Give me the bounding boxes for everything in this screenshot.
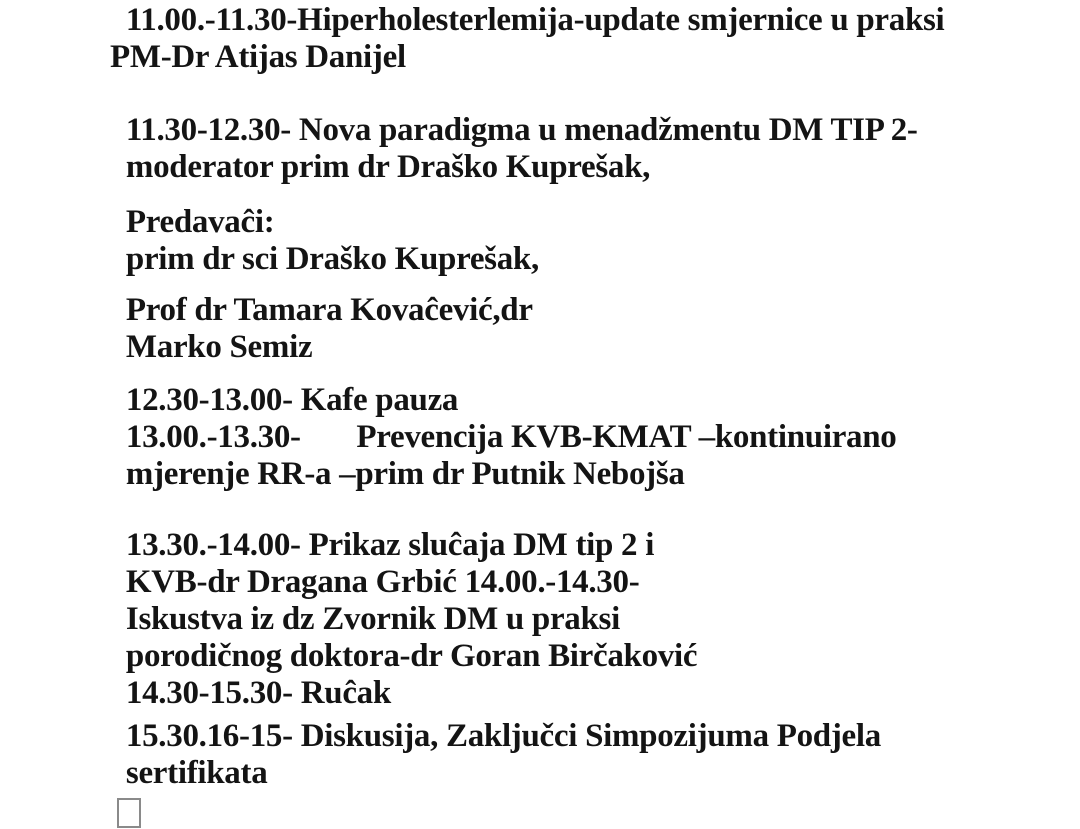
paragraph xyxy=(110,527,944,712)
doc-line: prim dr sci Draško Kuprešak, xyxy=(110,241,539,277)
footer-glyph-row xyxy=(110,792,944,829)
paragraph xyxy=(110,718,944,792)
doc-line: Prof dr Tamara Kovaĉević,dr xyxy=(110,292,533,328)
doc-line: sertifikata xyxy=(110,755,268,791)
doc-line: Predavaĉi: xyxy=(110,204,275,240)
paragraph xyxy=(110,112,944,186)
doc-line: PM-Dr Atijas Danijel xyxy=(110,39,406,75)
empty-box-icon xyxy=(117,798,141,828)
paragraph xyxy=(110,382,944,493)
doc-line: 13.30.-14.00- Prikaz sluĉaja DM tip 2 i xyxy=(110,527,655,563)
doc-line: 13.00.-13.30- Prevencija KVB-KMAT –kontinuirano xyxy=(110,419,897,455)
doc-line: 11.00.-11.30-Hiperholesterlemija-update smjernice u praksi xyxy=(110,2,945,38)
paragraph xyxy=(110,292,944,366)
doc-line: mjerenje RR-a –prim dr Putnik Nebojša xyxy=(110,456,685,492)
paragraph xyxy=(110,204,944,278)
doc-line: Marko Semiz xyxy=(110,329,313,365)
doc-line: 15.30.16-15- Diskusija, Zaključci Simpozijuma Podjela xyxy=(110,718,881,754)
doc-line: 11.30-12.30- Nova paradigma u menadžmentu DM TIP 2- xyxy=(110,112,918,148)
doc-line: 12.30-13.00- Kafe pauza xyxy=(110,382,459,418)
doc-line: 14.30-15.30- Ruĉak xyxy=(110,675,391,711)
doc-line: moderator prim dr Draško Kuprešak, xyxy=(110,149,651,185)
doc-line: KVB-dr Dragana Grbić 14.00.-14.30- xyxy=(110,564,640,600)
doc-line: Iskustva iz dz Zvornik DM u praksi xyxy=(110,601,620,637)
paragraph xyxy=(110,2,944,76)
doc-line: porodičnog doktora-dr Goran Birčaković xyxy=(110,638,698,674)
